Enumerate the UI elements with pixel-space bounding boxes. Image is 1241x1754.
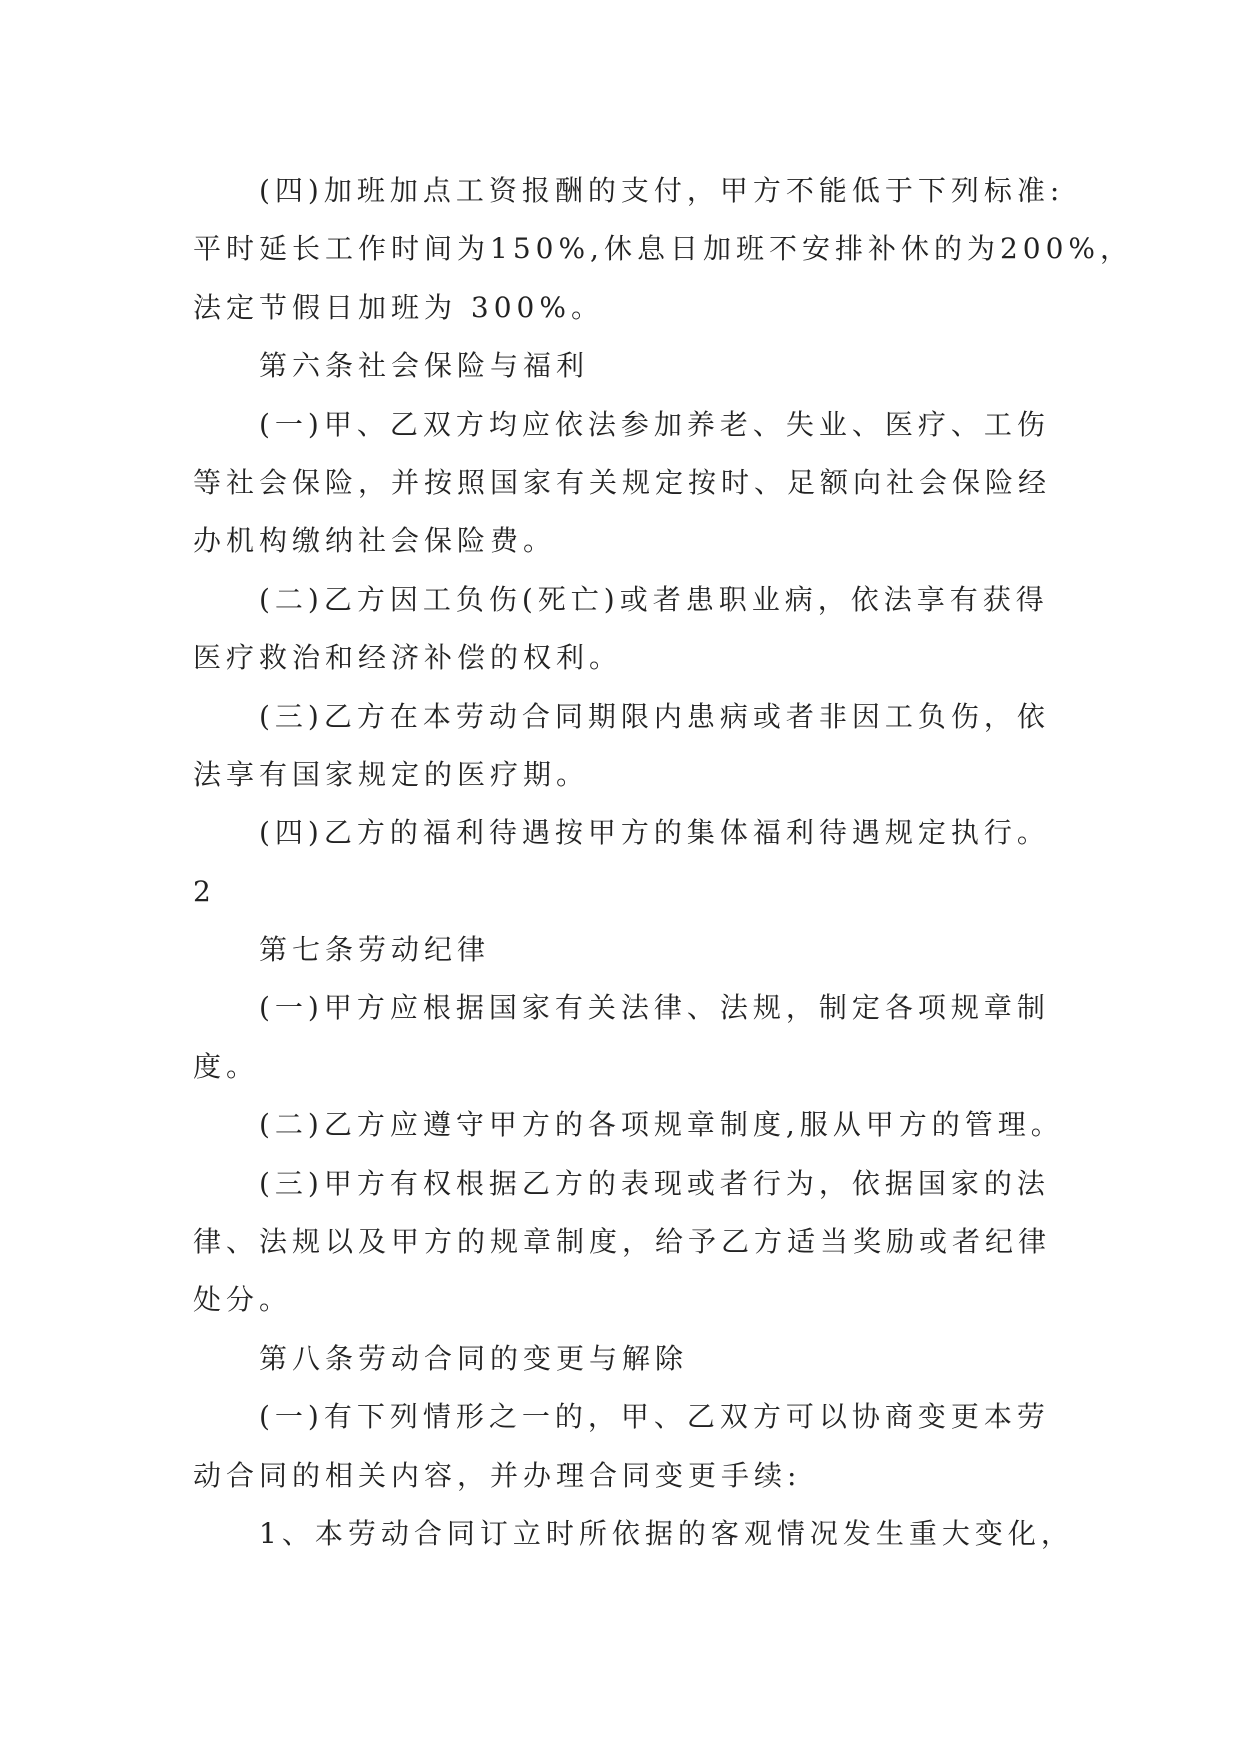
paragraph-line: 办机构缴纳社会保险费。: [193, 524, 557, 558]
paragraph-line: 处分。: [193, 1283, 293, 1317]
paragraph-line: 1、本劳动合同订立时所依据的客观情况发生重大变化，: [259, 1516, 1074, 1550]
paragraph-line: 平时延长工作时间为150%,休息日加班不安排补休的为200%，: [193, 232, 1134, 266]
paragraph-line: 度。: [193, 1049, 260, 1083]
section-heading: 第七条劳动纪律: [259, 933, 491, 967]
paragraph-line: 法享有国家规定的医疗期。: [193, 757, 590, 791]
paragraph-line: (三)乙方在本劳动合同期限内患病或者非因工负伤，依: [259, 699, 1050, 733]
paragraph-line: (一)甲、乙双方均应依法参加养老、失业、医疗、工伤: [259, 407, 1050, 441]
document-body: [193, 162, 1193, 1563]
section-heading: 第六条社会保险与福利: [259, 349, 590, 383]
paragraph-line: (一)有下列情形之一的，甲、乙双方可以协商变更本劳: [259, 1400, 1050, 1434]
paragraph-line: (三)甲方有权根据乙方的表现或者行为，依据国家的法: [259, 1166, 1050, 1200]
paragraph-line: (四)乙方的福利待遇按甲方的集体福利待遇规定执行。: [259, 816, 1050, 850]
paragraph-line: 等社会保险，并按照国家有关规定按时、足额向社会保险经: [193, 465, 1052, 499]
paragraph-line: (四)加班加点工资报酬的支付，甲方不能低于下列标准:: [259, 174, 1065, 207]
paragraph-line: 律、法规以及甲方的规章制度，给予乙方适当奖励或者纪律: [193, 1225, 1052, 1259]
paragraph-line: (二)乙方因工负伤(死亡)或者患职业病，依法享有获得: [259, 582, 1049, 616]
paragraph-line: (二)乙方应遵守甲方的各项规章制度,服从甲方的管理。: [259, 1108, 1064, 1142]
paragraph-line: 法定节假日加班为 300%。: [193, 290, 604, 324]
paragraph-line: (一)甲方应根据国家有关法律、法规，制定各项规章制: [259, 991, 1050, 1025]
section-heading: 第八条劳动合同的变更与解除: [259, 1341, 689, 1375]
paragraph-line: 动合同的相关内容，并办理合同变更手续:: [193, 1458, 802, 1492]
paragraph-line: 医疗救治和经济补偿的权利。: [193, 641, 623, 675]
page-number: 2: [193, 874, 216, 908]
